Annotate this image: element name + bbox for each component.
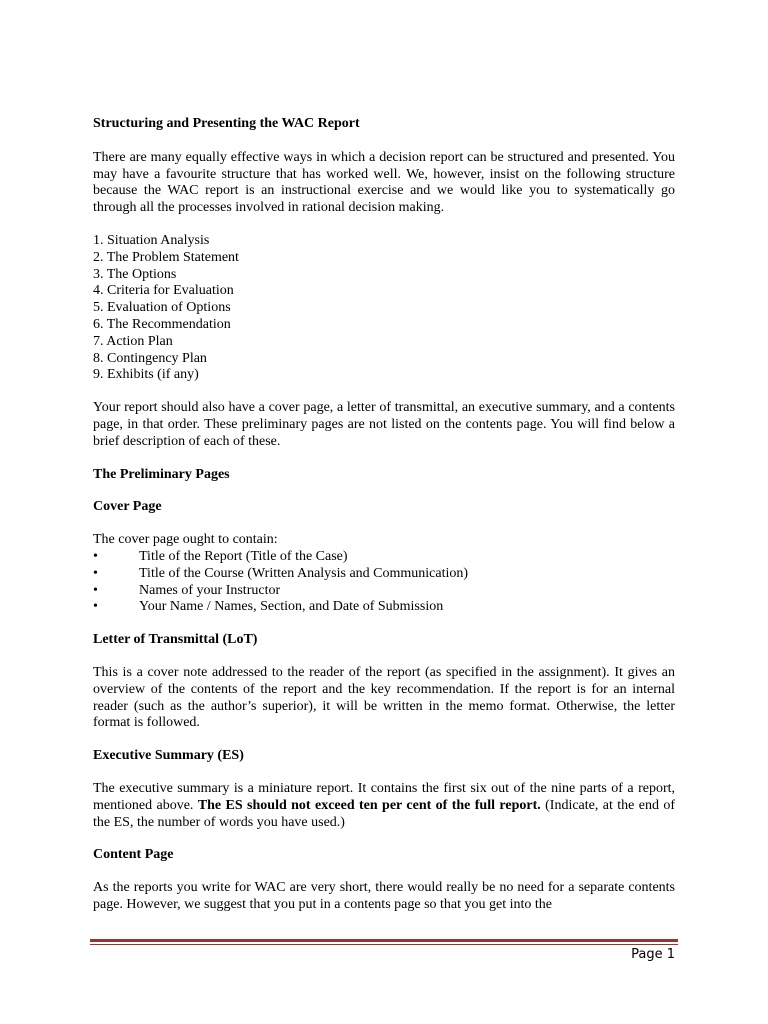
bullet-icon: • [93,565,98,581]
footer-divider [90,939,678,942]
list-item: 6. The Recommendation [93,316,231,332]
content-page-paragraph: As the reports you write for WAC are very short, there would really be no need for a separate contents page. However, we suggest that you put in a contents page so that you get into the [93,880,675,912]
preliminary-pages-heading: The Preliminary Pages [93,466,230,482]
list-item: • Title of the Course (Written Analysis and Communication) [93,565,469,581]
footer-divider-thin [90,944,678,945]
list-item: 8. Contingency Plan [93,350,207,366]
list-item: 9. Exhibits (if any) [93,367,199,383]
list-item: 3. The Options [93,266,177,282]
letter-of-transmittal-heading: Letter of Transmittal (LoT) [93,632,258,648]
cover-page-heading: Cover Page [93,499,162,515]
list-item: • Names of your Instructor [93,582,281,598]
letter-of-transmittal-paragraph: This is a cover note addressed to the reader of the report (as specified in the assignment). It gives an overview of the contents of the report and the key recommendation. If the report is for an internal reader (such as the author’s superior), it will be written in the memo format. Otherwise, the letter format is followed. [93,664,675,731]
preliminary-note-paragraph: Your report should also have a cover page, a letter of transmittal, an executive summary, and a contents page, in that order. These preliminary pages are not listed on the contents page. You will find below a brief description of each of these. [93,400,675,449]
document-title: Structuring and Presenting the WAC Report [93,116,360,131]
bullet-icon: • [93,582,98,598]
bullet-icon: • [93,548,98,564]
executive-summary-heading: Executive Summary (ES) [93,748,244,764]
executive-summary-paragraph: The executive summary is a miniature report. It contains the first six out of the nine parts of a report, mentioned above. The ES should not exceed ten per cent of the full report. (Indicate, at the end of the ES, the number of words you have used.) [93,780,676,830]
list-item: 7. Action Plan [93,333,173,349]
list-item: 4. Criteria for Evaluation [93,283,234,299]
executive-summary-emphasis: The ES should not exceed ten per cent of the full report. [197,797,541,813]
list-item: 2. The Problem Statement [93,249,239,265]
bullet-icon: • [93,599,98,615]
content-page-heading: Content Page [93,847,174,863]
list-item: 5. Evaluation of Options [93,300,231,316]
list-item: 1. Situation Analysis [93,232,210,248]
structure-list [93,233,675,384]
page-number: Page 1 [631,947,675,962]
document-body [93,116,675,914]
intro-paragraph: There are many equally effective ways in which a decision report can be structured and presented. You may have a favourite structure that has worked well. We, however, insist on the following structure because the WAC report is an instructional exercise and we would like you to systematically go through all the processes involved in rational decision making. [93,149,675,216]
cover-page-bullet-list [93,549,675,616]
list-item: • Title of the Report (Title of the Case) [93,548,348,564]
cover-page-intro: The cover page ought to contain: [93,532,278,548]
list-item: • Your Name / Names, Section, and Date of Submission [93,599,444,615]
